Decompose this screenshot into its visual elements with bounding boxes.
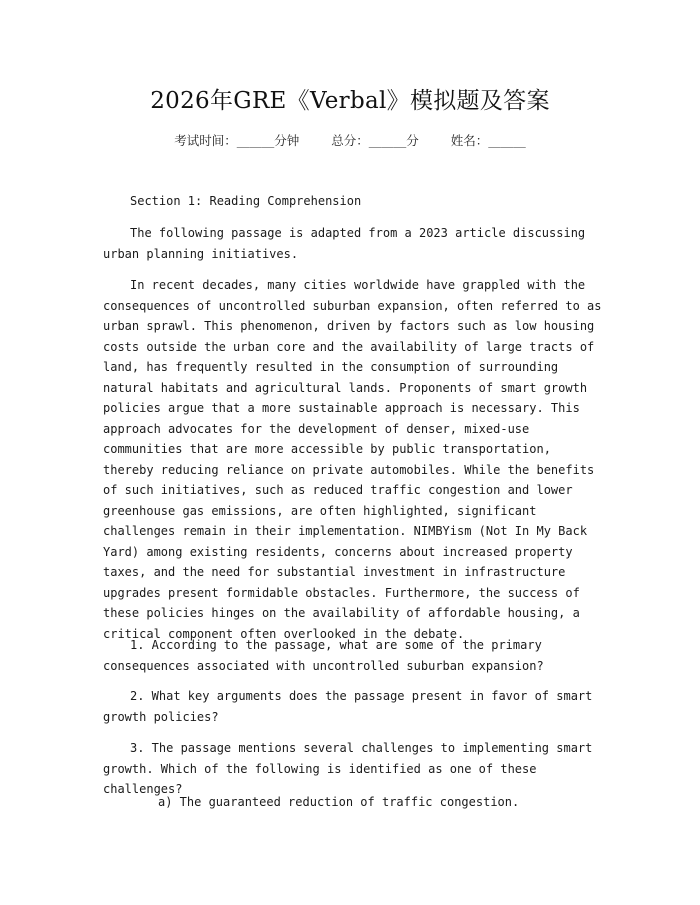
question-2-text: 2. What key arguments does the passage present in favor of smart growth policies? (103, 689, 593, 724)
exam-time-field: 考试时间：______分钟 (174, 133, 300, 148)
student-name-field: 姓名：______ (450, 133, 526, 148)
reading-passage (103, 275, 603, 644)
document-title: 2026年GRE《Verbal》模拟题及答案 (150, 88, 550, 114)
question-3-option-a (158, 792, 598, 813)
question-1-text: 1. According to the passage, what are some of the primary consequences associated with uncontrolled suburban expansion? (103, 638, 544, 673)
section-heading-text: Section 1: Reading Comprehension (130, 194, 362, 208)
question-2 (103, 686, 603, 727)
question-3-text: 3. The passage mentions several challenges to implementing smart growth. Which of the following is identified as one of these challenges? (103, 741, 593, 796)
total-score-field: 总分：______分 (331, 133, 419, 148)
option-a-text: a) The guaranteed reduction of traffic congestion. (158, 795, 520, 809)
question-3 (103, 738, 603, 800)
passage-intro (103, 223, 603, 264)
section-heading (103, 191, 603, 212)
reading-passage-text: In recent decades, many cities worldwide have grappled with the consequences of uncontrolled suburban expansion, often referred to as urban sprawl. This phenomenon, driven by factors such as low housing costs outside the urban core and the availability of large tracts of land, has frequently resulted in the consumption of surrounding natural habitats and agricultural lands. Proponents of smart growth policies argue that a more sustainable approach is necessary. This approach advocates for the development of denser, mixed-use communities that are more accessible by public transportation, thereby reducing reliance on private automobiles. While the benefits of such initiatives, such as reduced traffic congestion and lower greenhouse gas emissions, are often highlighted, significant challenges remain in their implementation. NIMBYism (Not In My Back Yard) among existing residents, concerns about increased property taxes, and the need for substantial investment in infrastructure upgrades present formidable obstacles. Furthermore, the success of these policies hinges on the availability of affordable housing, a critical component often overlooked in the debate. (103, 278, 602, 641)
passage-intro-text: The following passage is adapted from a 2023 article discussing urban planning initiatives. (103, 226, 586, 261)
exam-info-line (0, 131, 700, 149)
question-1 (103, 635, 603, 676)
